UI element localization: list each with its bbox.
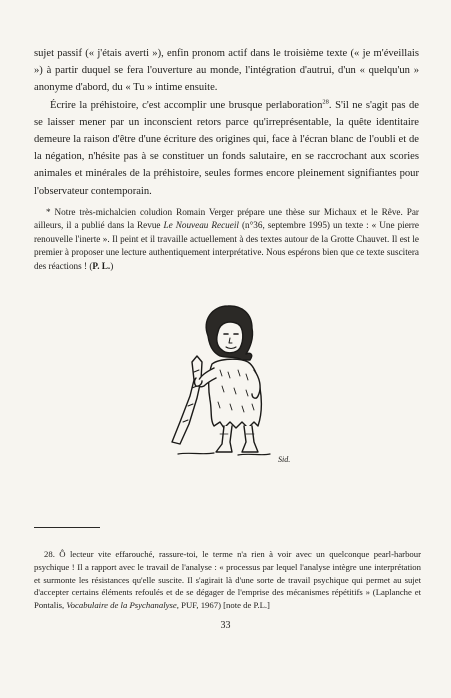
paragraph-2 [34,97,419,200]
footnote-text-1: 28. Ô lecteur vite effarouché, rassure-toi, le terme n'a rien à voir avec un quelconque pearl-harbour psychique ! Il a rapport avec le travail de l'analyse : « processus par lequel l'analyse intègre une interprétation et surmonte les résistances qu'elle suscite. Il s'agirait là d'une sorte de travail psychique qui permet au sujet d'accepter certains éléments refoulés et de se dégager de l'emprise des mécanismes répétitifs » (Laplanche et Pontalis, [34,549,421,611]
caveman-drawing [150,292,300,468]
footnote-28 [34,548,421,612]
club [172,356,202,444]
footnote-separator [34,527,100,528]
note-text-2: (n°36, septembre 1995) un texte : « Une pierre renouvelle l'inerte ». Il peint et il travaille actuellement à des textes autour de la Grotte Chauvet. Il est le premier à proposer une lecture authentiquement interprétative. Nous espérons bien que ce texte suscitera des réactions ! ( [34,220,419,271]
paragraph-2-end: . S'il ne s'agit pas de se laisser mener par un inconscient retors parce qu'irreprésentable, la quête identitaire demeure la raison d'être d'une écriture des origines qui, face à l'écran blanc de l'oubli et de la négation, n'hésite pas à se constituer un fonds salutaire, en se raccrochant aux scories animales et minérales de la préhistoire, seules formes encore pleinement signifiantes pour l'observateur contemporain. [34,99,419,197]
footnote-book-title: Vocabulaire de la Psychanalyse [66,600,177,611]
author-note [34,206,419,273]
note-text-1: * Notre très-michalcien coludion Romain Verger prépare une thèse sur Michaux et le Rêve. Par ailleurs, il a publié dans la Revue [34,207,419,231]
legs [216,426,258,452]
caveman-illustration [150,292,300,468]
illustrator-signature: Sid. [278,455,291,464]
note-signature: P. L. [92,260,111,271]
page-number: 33 [220,620,231,631]
footnote-reference: 28 [322,98,329,106]
ground [178,453,270,455]
note-journal-title: Le Nouveau Recueil [163,220,239,231]
footnote-text-2: , PUF, 1967) [note de P.L.] [176,600,270,611]
main-text [34,45,419,200]
note-text-3: ) [110,260,114,271]
paragraph-2-start: Écrire la préhistoire, c'est accomplir une brusque perlaboration [50,99,323,111]
paragraph-1: sujet passif (« j'étais averti »), enfin pronom actif dans le troisième texte (« je m'éveillais ») à partir duquel se fera l'ouverture au monde, l'intégration d'autrui, d'un « quelqu'un » anonyme d'abord, du « Tu » intime ensuite. [34,48,419,94]
